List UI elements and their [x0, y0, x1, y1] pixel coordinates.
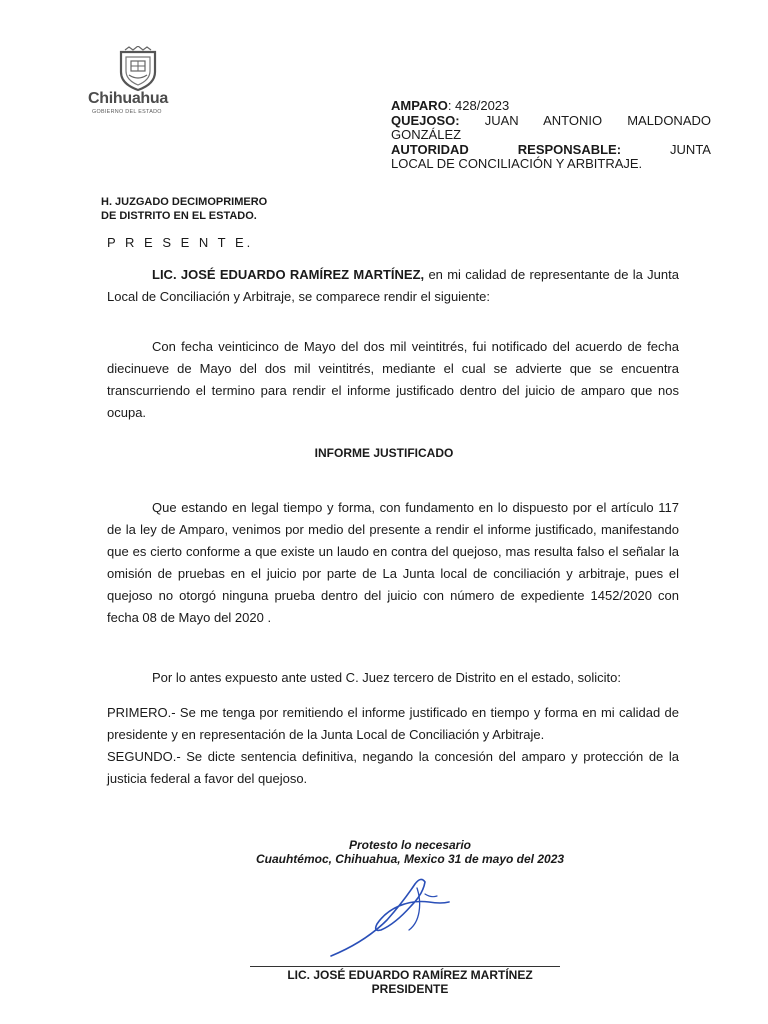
request-text: Por lo antes expuesto ante usted C. Juez tercero de Distrito en el estado, solicito:	[152, 670, 621, 685]
signature-image	[325, 872, 455, 962]
signer-name: LIC. JOSÉ EDUARDO RAMÍREZ MARTÍNEZ	[287, 968, 533, 982]
court-line-1: H. JUZGADO DECIMOPRIMERO	[101, 196, 268, 208]
government-logo	[88, 46, 198, 118]
request-paragraph	[107, 667, 707, 689]
body-paragraph	[107, 497, 679, 629]
signature-line	[250, 966, 560, 967]
points-list	[107, 702, 679, 790]
quejoso-label: QUEJOSO:	[391, 112, 460, 128]
quejoso-line-2: GONZÁLEZ	[391, 127, 462, 142]
point-segundo: SEGUNDO.- Se dicte sentencia definitiva, negando la concesión del amparo y protección de la justicia federal a favor del quejoso.	[107, 749, 679, 786]
autoridad-line-2: LOCAL DE CONCILIACIÓN Y ARBITRAJE.	[391, 156, 643, 171]
quejoso-line	[391, 114, 711, 129]
logo-name: Chihuahua	[88, 90, 168, 107]
representative-name: LIC. JOSÉ EDUARDO RAMÍREZ MARTÍNEZ,	[152, 267, 425, 282]
signer-title: PRESIDENTE	[371, 982, 449, 996]
body-text: Que estando en legal tiempo y forma, con fundamento en lo dispuesto por el artículo 117 de la ley de Amparo, venimos por medio del presente a rendir el informe justificado, manifestando que es cierto conforme a que existe un laudo en contra del quejoso, mas resulta falso el señalar la omisión de pruebas en el juicio por parte de La Junta local de conciliación y arbitraje, pues el quejoso no otorgó ninguna prueba dentro del juicio con número de expediente 1452/2020 con fecha 08 de Mayo del 2020 .	[107, 500, 679, 625]
amparo-value: : 428/2023	[447, 98, 510, 113]
autoridad-label: AUTORIDAD RESPONSABLE:	[391, 141, 622, 157]
autoridad-line	[391, 143, 711, 158]
closing-line-2: Cuauhtémoc, Chihuahua, Mexico 31 de mayo del 2023	[255, 852, 565, 866]
closing-block	[0, 838, 768, 866]
coat-of-arms-icon	[115, 46, 161, 92]
court-addressee	[101, 195, 267, 223]
signer-block	[230, 968, 590, 996]
notice-text: Con fecha veinticinco de Mayo del dos mil veintitrés, fui notificado del acuerdo de fecha diecinueve de Mayo del dos mil veintitrés, mediante el cual se advierte que se encuentra transcurriendo el termino para rendir el informe justificado dentro del juicio de amparo que nos ocupa.	[107, 339, 679, 420]
court-line-2: DE DISTRITO EN EL ESTADO.	[101, 210, 257, 222]
informe-title: INFORME JUSTIFICADO	[314, 446, 454, 460]
quejoso-value: JUAN ANTONIO MALDONADO	[484, 112, 711, 128]
presente-heading: P R E S E N T E.	[107, 235, 254, 250]
notice-paragraph	[107, 336, 679, 424]
point-primero: PRIMERO.- Se me tenga por remitiendo el informe justificado en tiempo y forma en mi calidad de presidente y en representación de la Junta Local de Conciliación y Arbitraje.	[107, 705, 679, 742]
intro-paragraph	[107, 264, 679, 308]
case-header	[391, 99, 711, 172]
closing-line-1: Protesto lo necesario	[348, 838, 472, 852]
intro-text: en mi calidad de representante de la Junta Local de Conciliación y Arbitraje, se comparece rendir el siguiente:	[107, 267, 679, 304]
logo-subtitle: GOBIERNO DEL ESTADO	[92, 109, 162, 115]
amparo-line	[391, 99, 711, 114]
amparo-label: AMPARO	[391, 98, 448, 113]
autoridad-value: JUNTA	[670, 141, 711, 157]
